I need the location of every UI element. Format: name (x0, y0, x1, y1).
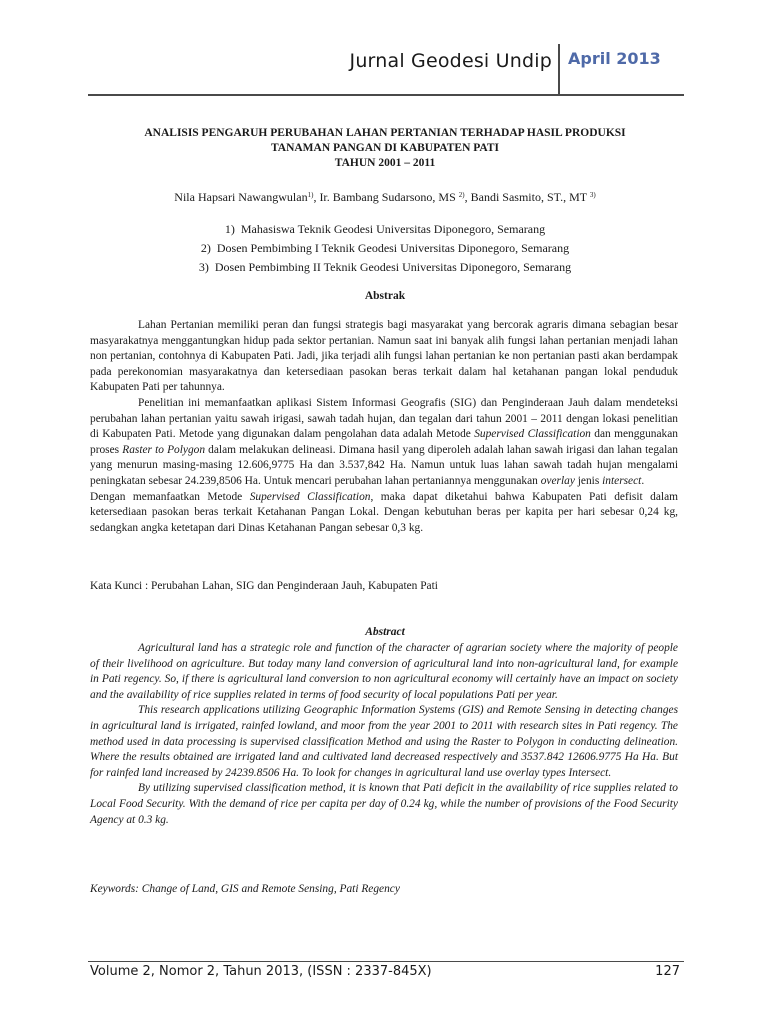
issue-date: April 2013 (568, 49, 661, 68)
italic-term: Supervised Classification (474, 428, 591, 441)
text-run: , maka dapat diketahui bahwa Kabupaten Pati defisit dalam ketersediaan pasokan beras terkait Ketahanan Pangan Lokal. Dengan kebutuhan beras per kapita per hari sebesar 0,24 kg, sedangkan angka ketetapan dari Dinas Ketahanan Pangan sebesar 0,3 kg. (90, 490, 678, 534)
author-separator: , (313, 190, 320, 204)
paper-title (88, 126, 682, 171)
italic-term: Raster to Polygon (122, 443, 206, 456)
page-number: 127 (655, 964, 680, 979)
abstract-body (90, 641, 678, 828)
affiliation-number: 3) (198, 260, 209, 274)
abstract-paragraph: By utilizing supervised classification method, it is known that Pati deficit in the availability of rice supplies related to Local Food Security. With the demand of rice per capita per day of 0.24 kg, while the number of provisions of the Food Security Agency at 0.3 kg. (90, 782, 678, 826)
italic-term: overlay (540, 474, 575, 487)
keywords: Keywords: Change of Land, GIS and Remote Sensing, Pati Regency (90, 883, 400, 895)
italic-term: intersect (602, 474, 642, 487)
affiliation-item (88, 220, 682, 239)
abstrak-paragraph (90, 490, 678, 537)
author-mark: 1) (307, 191, 314, 199)
text-run: jenis (574, 474, 603, 487)
author-name: Bandi Sasmito, ST., MT (470, 190, 590, 204)
abstrak-heading: Abstrak (364, 290, 406, 302)
title-line: TAHUN 2001 – 2011 (334, 157, 436, 169)
header-rule (88, 94, 684, 96)
author-name: Ir. Bambang Sudarsono, MS (319, 190, 459, 204)
abstract-heading: Abstract (365, 626, 405, 638)
footer-volume: Volume 2, Nomor 2, Tahun 2013, (ISSN : 2337-845X) (90, 964, 432, 979)
text-run: dalam melakukan delineasi. Dimana hasil yang diperoleh adalah lahan sawah irigasi dan lahan tegalan yang menurun masing-masing 12.606,9775 Ha dan 3.537,842 Ha. Namun untuk luas lahan sawah tadah hujan mengalami peningkatan sebesar 24.239,8506 Ha. Untuk mencari perubahan lahan pertaniannya menggunakan (90, 443, 678, 487)
journal-name: Jurnal Geodesi Undip (349, 50, 552, 72)
text-run: dan menggunakan proses (90, 428, 678, 456)
text-run: . (641, 474, 645, 487)
abstrak-body (90, 318, 678, 536)
affiliation-item (88, 258, 682, 277)
abstrak-paragraph (90, 396, 678, 490)
affiliation-text: Mahasiswa Teknik Geodesi Universitas Diponegoro, Semarang (240, 222, 546, 236)
header-divider (558, 44, 560, 96)
footer-rule (88, 961, 684, 962)
text-run: Dengan memanfaatkan Metode (90, 490, 250, 503)
title-line: TANAMAN PANGAN DI KABUPATEN PATI (270, 142, 500, 154)
affiliation-number: 2) (200, 241, 211, 255)
abstract-paragraph: This research applications utilizing Geographic Information Systems (GIS) and Remote Sensing in detecting changes in agricultural land is irrigated, rainfed lowland, and moor from the year 2001 to 2011 with research sites in Pati regency. The method used in data processing is supervised classification Method and using the Raster to Polygon in conducting delineation. Where the results obtained are irrigated land and cultivated land decreased respectively and 3537.842 12606.9775 Ha Ha. But for rainfed land increased by 24239.8506 Ha. To look for changes in agricultural land use overlay types Intersect. (90, 704, 678, 779)
abstract-paragraph: Agricultural land has a strategic role and function of the character of agrarian society where the majority of people of their livelihood on agriculture. But today many land conversion of agricultural land into non-agricultural land, for example in Pati regency. So, if there is agricultural land conversion to non agricultural economy will certainly have an impact on society and the availability of rice supplies related in terms of food security of local populations Pati per year. (90, 642, 678, 701)
author-list (88, 190, 682, 205)
author-mark: 3) (589, 191, 596, 199)
affiliation-number: 1) (224, 222, 235, 236)
author-mark: 2) (458, 191, 465, 199)
text-run: Penelitian ini memanfaatkan aplikasi Sistem Informasi Geografis (SIG) dan Penginderaan Jauh dalam mendeteksi perubahan lahan pertanian yaitu sawah irigasi, sawah tadah hujan, dan tegalan dari tahun 2001 – 2011 dengan lokasi penelitian di Kabupaten Pati. Metode yang digunakan dalam pengolahan data adalah Metode (90, 396, 678, 441)
author-name: Nila Hapsari Nawangwulan (174, 190, 308, 204)
kata-kunci: Kata Kunci : Perubahan Lahan, SIG dan Penginderaan Jauh, Kabupaten Pati (90, 580, 438, 592)
affiliation-text: Dosen Pembimbing II Teknik Geodesi Universitas Diponegoro, Semarang (214, 260, 572, 274)
affiliation-list (88, 220, 682, 277)
affiliation-text: Dosen Pembimbing I Teknik Geodesi Universitas Diponegoro, Semarang (216, 241, 570, 255)
abstrak-paragraph: Lahan Pertanian memiliki peran dan fungsi strategis bagi masyarakat yang bercorak agraris dimana sebagian besar masyarakatnya menggantungkan hidup pada sektor pertanian. Namun saat ini banyak alih fungsi lahan pertanian menjadi lahan non pertanian, contohnya di Kabupaten Pati. Jadi, jika terjadi alih fungsi lahan pertanian ke non pertanian pasti akan berdampak pada perekonomian masyarakatnya dan ketersediaan pasokan beras terkait dalam hal ketahanan pangan lokal penduduk Kabupaten Pati per tahunnya. (90, 319, 678, 394)
affiliation-item (88, 239, 682, 258)
title-line: ANALISIS PENGARUH PERUBAHAN LAHAN PERTANIAN TERHADAP HASIL PRODUKSI (144, 127, 626, 139)
italic-term: Supervised Classification (249, 490, 371, 503)
author-separator: , (464, 190, 471, 204)
